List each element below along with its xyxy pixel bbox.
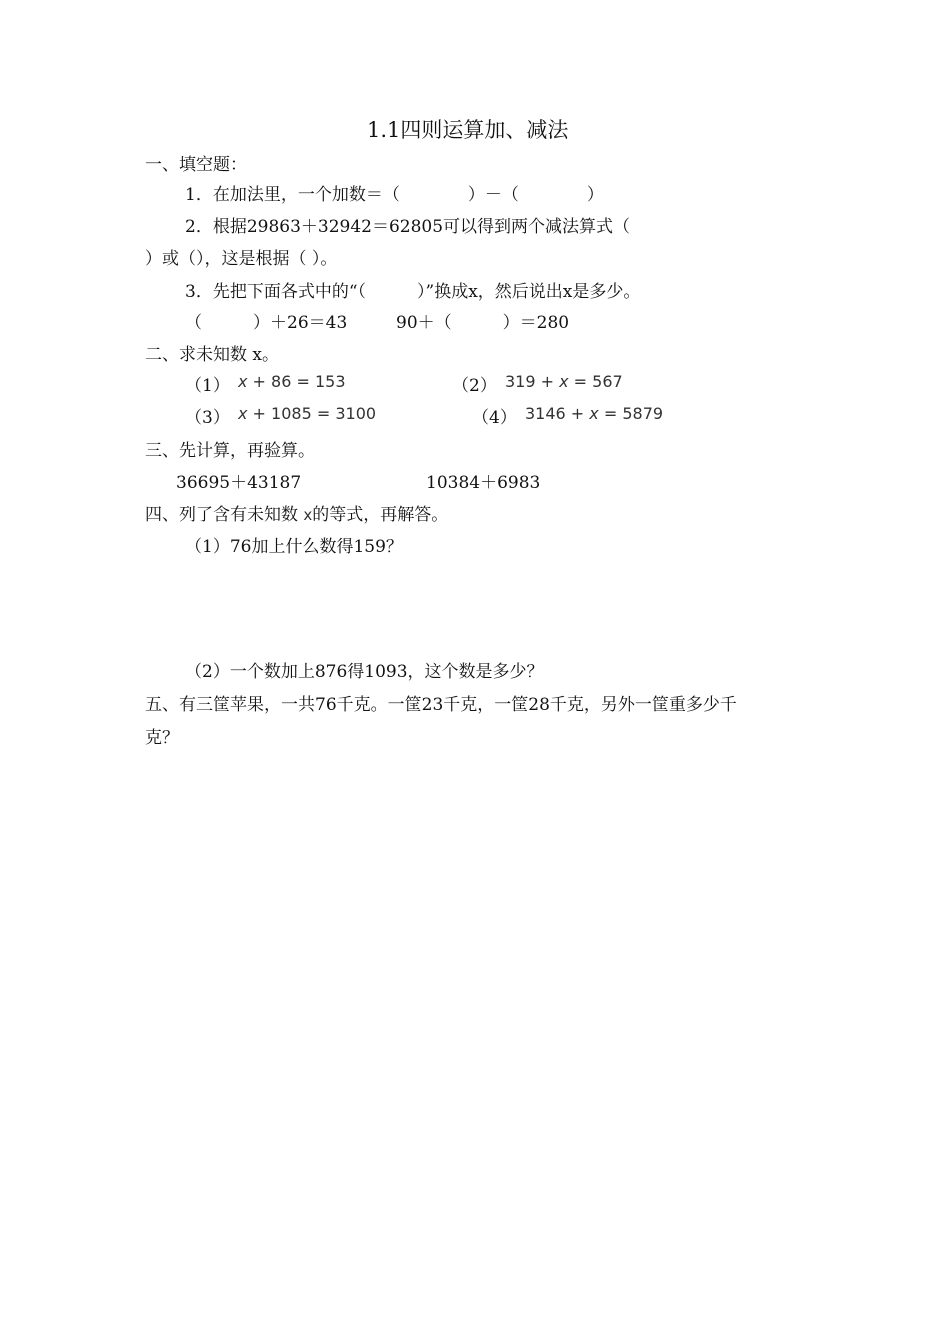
question-1-3: 3．先把下面各式中的“（ ）”换成x，然后说出x是多少。 bbox=[185, 282, 641, 302]
equation-4-pre: 3146 + bbox=[525, 404, 590, 423]
question-1-2-line2: ）或（），这是根据（ ）。 bbox=[145, 249, 338, 269]
question-1-1: 1．在加法里，一个加数＝（ ）－（ ） bbox=[185, 185, 604, 205]
equation-2-label: （2） bbox=[452, 376, 497, 396]
equation-1-rest: + 86 = 153 bbox=[247, 372, 346, 391]
section2-heading: 二、求未知数 x。 bbox=[145, 345, 279, 365]
page-title: 1.1四则运算加、减法 bbox=[367, 118, 569, 142]
calculation-2: 10384＋6983 bbox=[426, 473, 541, 493]
equation-4-rest: = 5879 bbox=[598, 404, 664, 423]
section3-heading: 三、先计算，再验算。 bbox=[145, 441, 315, 461]
section1-heading: 一、填空题： bbox=[145, 155, 247, 175]
unknown-x: x bbox=[303, 506, 313, 524]
unknown-x: x bbox=[589, 404, 599, 423]
equation-2-rest: = 567 bbox=[568, 372, 623, 391]
unknown-x: x bbox=[559, 372, 569, 391]
section5-line2: 克？ bbox=[145, 728, 179, 748]
equation-3-rest: + 1085 = 3100 bbox=[247, 404, 377, 423]
equation-2-pre: 319 + bbox=[505, 372, 560, 391]
question-1-2-line1: 2．根据29863＋32942＝62805可以得到两个减法算式（ bbox=[185, 217, 631, 237]
equation-2 bbox=[505, 372, 623, 392]
question-4-2: （2）一个数加上876得1093，这个数是多少？ bbox=[185, 662, 544, 682]
section4-heading-pre: 四、列了含有未知数 bbox=[145, 505, 304, 525]
equation-4 bbox=[525, 404, 663, 424]
question-1-3-equation-1: （ ）＋26＝43 bbox=[185, 313, 348, 333]
equation-4-label: （4） bbox=[472, 408, 517, 428]
equation-3 bbox=[238, 404, 376, 424]
unknown-x: x bbox=[238, 404, 248, 423]
equation-3-label: （3） bbox=[185, 408, 230, 428]
section5-line1: 五、有三筐苹果，一共76千克。一筐23千克，一筐28千克，另外一筐重多少千 bbox=[145, 695, 737, 715]
section4-heading bbox=[145, 505, 448, 525]
unknown-x: x bbox=[238, 372, 248, 391]
question-4-1: （1）76加上什么数得159？ bbox=[185, 537, 403, 557]
equation-1 bbox=[238, 372, 346, 392]
question-1-3-equation-2: 90＋（ ）＝280 bbox=[396, 313, 570, 333]
equation-1-label: （1） bbox=[185, 376, 230, 396]
calculation-1: 36695＋43187 bbox=[176, 473, 302, 493]
section4-heading-post: 的等式，再解答。 bbox=[312, 505, 449, 525]
